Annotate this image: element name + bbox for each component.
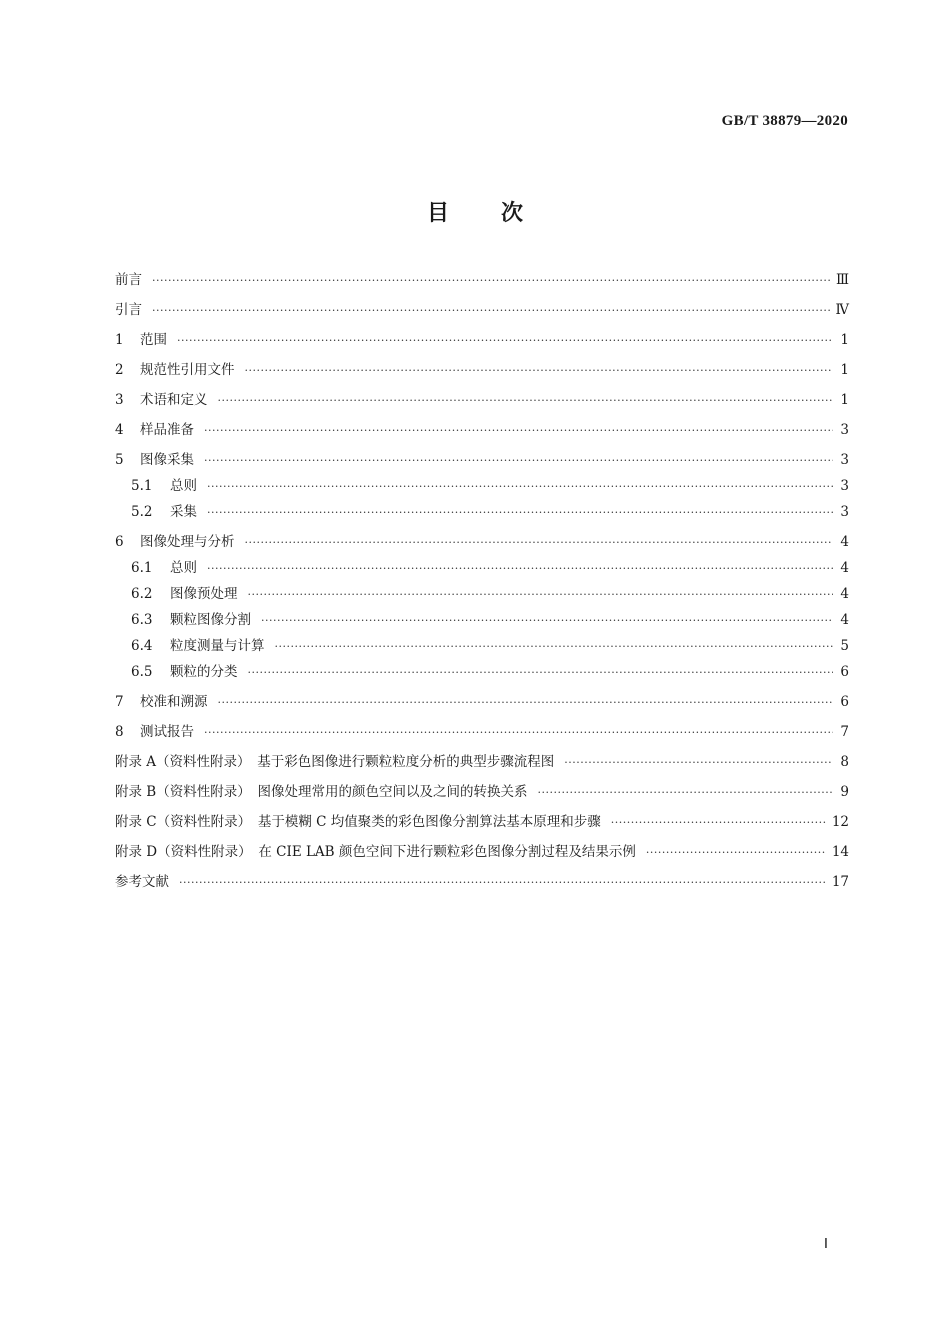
leader-dots bbox=[207, 479, 833, 495]
leader-dots bbox=[177, 333, 833, 349]
toc-entry-label: 附录 B（资料性附录） 图像处理常用的颜色空间以及之间的转换关系 bbox=[115, 784, 528, 800]
toc-entry-label: 总则 bbox=[170, 478, 197, 494]
toc-entry-calibration[interactable] bbox=[115, 694, 849, 711]
toc-entry-page: 3 bbox=[840, 504, 849, 520]
leader-dots bbox=[245, 363, 834, 379]
toc-entry-label: 图像采集 bbox=[140, 452, 194, 468]
toc-entry-label: 附录 D（资料性附录） 在 CIE LAB 颜色空间下进行颗粒彩色图像分割过程及结果示例 bbox=[115, 844, 636, 860]
table-of-contents bbox=[115, 272, 849, 891]
leader-dots bbox=[204, 725, 833, 741]
title-char-1: 目 bbox=[426, 201, 449, 226]
toc-entry-sample-preparation[interactable] bbox=[115, 422, 849, 439]
leader-dots bbox=[218, 393, 834, 409]
toc-entry-number: 5.2 bbox=[131, 504, 153, 520]
toc-entry-page: 3 bbox=[840, 452, 849, 468]
toc-entry-page: 6 bbox=[840, 664, 849, 680]
toc-entry-number: 4 bbox=[115, 422, 124, 438]
toc-entry-foreword[interactable] bbox=[115, 272, 849, 289]
leader-dots bbox=[261, 613, 833, 629]
toc-entry-page: 17 bbox=[831, 874, 849, 890]
toc-entry-page: 1 bbox=[840, 392, 849, 408]
leader-dots bbox=[207, 505, 833, 521]
toc-entry-6-2[interactable] bbox=[115, 586, 849, 603]
toc-entry-page: 4 bbox=[840, 612, 849, 628]
page-number: Ⅰ bbox=[823, 1237, 828, 1252]
toc-entry-number: 6.3 bbox=[131, 612, 153, 628]
toc-entry-6-1[interactable] bbox=[115, 560, 849, 577]
toc-entry-page: 6 bbox=[840, 694, 849, 710]
toc-entry-page: 9 bbox=[840, 784, 849, 800]
toc-entry-5-2[interactable] bbox=[115, 504, 849, 521]
leader-dots bbox=[207, 561, 833, 577]
toc-entry-number: 6.5 bbox=[131, 664, 153, 680]
toc-entry-number: 6.2 bbox=[131, 586, 153, 602]
toc-entry-label: 粒度测量与计算 bbox=[170, 638, 265, 654]
toc-entry-label: 校准和溯源 bbox=[140, 694, 208, 710]
toc-entry-number: 8 bbox=[115, 724, 124, 740]
leader-dots bbox=[179, 875, 826, 891]
toc-entry-label: 范围 bbox=[140, 332, 167, 348]
toc-entry-annex-c[interactable] bbox=[115, 814, 849, 831]
toc-entry-image-processing[interactable] bbox=[115, 534, 849, 551]
leader-dots bbox=[245, 535, 834, 551]
title-char-2: 次 bbox=[501, 201, 524, 226]
page-title bbox=[0, 196, 950, 227]
toc-entry-introduction[interactable] bbox=[115, 302, 849, 319]
toc-entry-label: 图像预处理 bbox=[170, 586, 238, 602]
toc-entry-page: 12 bbox=[831, 814, 849, 830]
toc-entry-5-1[interactable] bbox=[115, 478, 849, 495]
toc-entry-number: 2 bbox=[115, 362, 124, 378]
toc-entry-label: 附录 C（资料性附录） 基于模糊 C 均值聚类的彩色图像分割算法基本原理和步骤 bbox=[115, 814, 601, 830]
toc-entry-number: 5.1 bbox=[131, 478, 153, 494]
toc-entry-6-5[interactable] bbox=[115, 664, 849, 681]
toc-entry-number: 6 bbox=[115, 534, 124, 550]
toc-entry-label: 前言 bbox=[115, 272, 142, 288]
toc-entry-page: 1 bbox=[840, 332, 849, 348]
toc-entry-label: 测试报告 bbox=[140, 724, 194, 740]
leader-dots bbox=[204, 423, 833, 439]
toc-entry-6-3[interactable] bbox=[115, 612, 849, 629]
toc-entry-label: 规范性引用文件 bbox=[140, 362, 235, 378]
leader-dots bbox=[248, 587, 834, 603]
toc-entry-test-report[interactable] bbox=[115, 724, 849, 741]
toc-entry-page: Ⅳ bbox=[835, 302, 849, 318]
leader-dots bbox=[564, 755, 833, 771]
toc-entry-page: 8 bbox=[840, 754, 849, 770]
toc-entry-label: 参考文献 bbox=[115, 874, 169, 890]
toc-entry-label: 总则 bbox=[170, 560, 197, 576]
toc-entry-page: 4 bbox=[840, 534, 849, 550]
leader-dots bbox=[218, 695, 834, 711]
toc-entry-normative-references[interactable] bbox=[115, 362, 849, 379]
toc-entry-label: 引言 bbox=[115, 302, 142, 318]
toc-entry-page: Ⅲ bbox=[835, 272, 849, 288]
toc-entry-page: 7 bbox=[840, 724, 849, 740]
toc-entry-label: 图像处理与分析 bbox=[140, 534, 235, 550]
toc-entry-label: 样品准备 bbox=[140, 422, 194, 438]
toc-entry-number: 3 bbox=[115, 392, 124, 408]
leader-dots bbox=[275, 639, 834, 655]
toc-entry-annex-b[interactable] bbox=[115, 784, 849, 801]
leader-dots bbox=[537, 785, 833, 801]
toc-entry-6-4[interactable] bbox=[115, 638, 849, 655]
toc-entry-label: 颗粒的分类 bbox=[170, 664, 238, 680]
leader-dots bbox=[152, 273, 830, 289]
toc-entry-label: 颗粒图像分割 bbox=[170, 612, 251, 628]
toc-entry-number: 6.1 bbox=[131, 560, 153, 576]
toc-entry-label: 术语和定义 bbox=[140, 392, 208, 408]
toc-entry-scope[interactable] bbox=[115, 332, 849, 349]
toc-entry-number: 1 bbox=[115, 332, 124, 348]
toc-entry-bibliography[interactable] bbox=[115, 874, 849, 891]
toc-entry-annex-d[interactable] bbox=[115, 844, 849, 861]
leader-dots bbox=[248, 665, 834, 681]
toc-entry-label: 采集 bbox=[170, 504, 197, 520]
toc-entry-page: 4 bbox=[840, 560, 849, 576]
toc-entry-page: 3 bbox=[840, 478, 849, 494]
standard-code: GB/T 38879—2020 bbox=[721, 113, 848, 129]
toc-entry-page: 14 bbox=[831, 844, 849, 860]
toc-entry-label: 附录 A（资料性附录） 基于彩色图像进行颗粒粒度分析的典型步骤流程图 bbox=[115, 754, 555, 770]
toc-entry-page: 3 bbox=[840, 422, 849, 438]
leader-dots bbox=[646, 845, 826, 861]
toc-entry-number: 5 bbox=[115, 452, 124, 468]
toc-entry-page: 5 bbox=[840, 638, 849, 654]
toc-entry-number: 6.4 bbox=[131, 638, 153, 654]
toc-entry-number: 7 bbox=[115, 694, 124, 710]
leader-dots bbox=[204, 453, 833, 469]
leader-dots bbox=[152, 303, 830, 319]
toc-entry-page: 4 bbox=[840, 586, 849, 602]
toc-entry-page: 1 bbox=[840, 362, 849, 378]
toc-entry-annex-a[interactable] bbox=[115, 754, 849, 771]
leader-dots bbox=[611, 815, 826, 831]
toc-entry-terms-definitions[interactable] bbox=[115, 392, 849, 409]
toc-entry-image-acquisition[interactable] bbox=[115, 452, 849, 469]
